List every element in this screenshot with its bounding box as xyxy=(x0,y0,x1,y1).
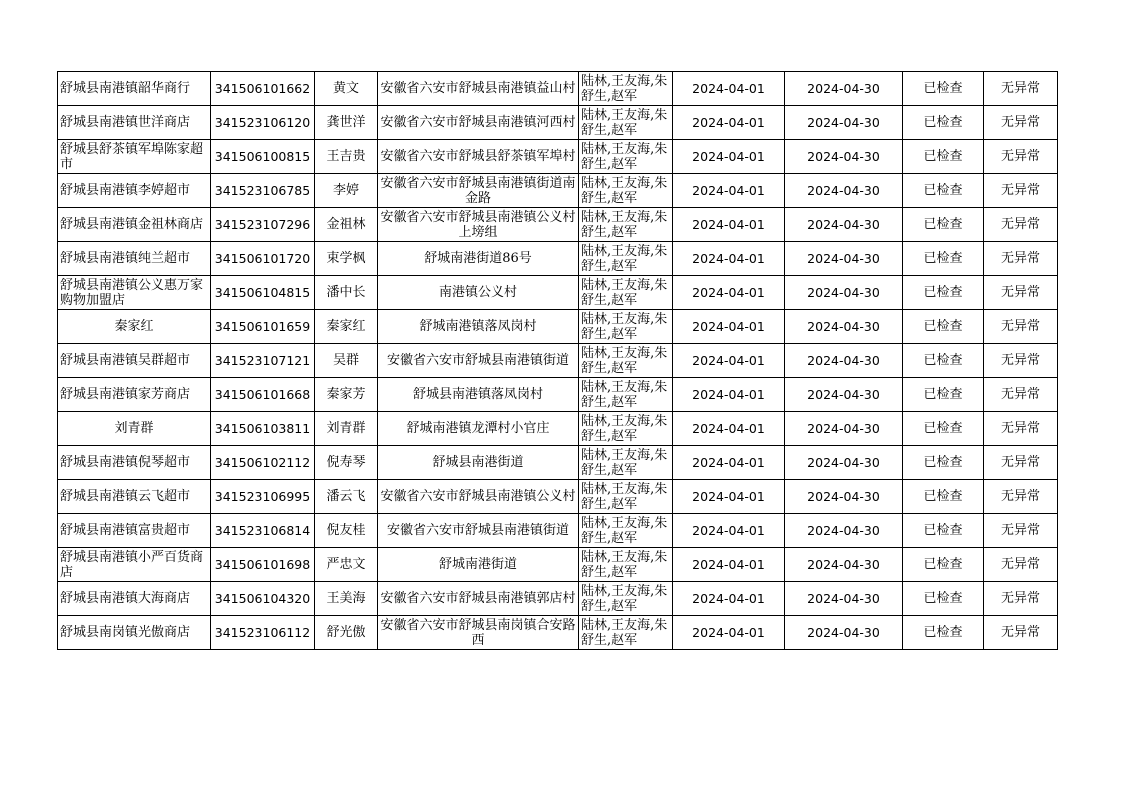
table-row xyxy=(58,140,1058,174)
result-cell: 无异常 xyxy=(984,514,1058,548)
address-cell: 安徽省六安市舒城县南港镇郭店村 xyxy=(378,582,579,616)
result-cell: 无异常 xyxy=(984,378,1058,412)
license-code-cell: 341523106785 xyxy=(211,174,315,208)
inspectors-cell: 陆林,王友海,朱舒生,赵军 xyxy=(579,548,673,582)
end-date-cell: 2024-04-30 xyxy=(785,174,903,208)
start-date-cell: 2024-04-01 xyxy=(673,174,785,208)
table-row xyxy=(58,378,1058,412)
license-code-cell: 341506100815 xyxy=(211,140,315,174)
table-row xyxy=(58,514,1058,548)
store-name-cell: 舒城县南港镇公义惠万家购物加盟店 xyxy=(58,276,211,310)
table-row xyxy=(58,344,1058,378)
start-date-cell: 2024-04-01 xyxy=(673,412,785,446)
start-date-cell: 2024-04-01 xyxy=(673,582,785,616)
license-code-cell: 341523106814 xyxy=(211,514,315,548)
status-cell: 已检查 xyxy=(903,106,984,140)
store-name-cell: 舒城县南港镇纯兰超市 xyxy=(58,242,211,276)
inspectors-cell: 陆林,王友海,朱舒生,赵军 xyxy=(579,582,673,616)
start-date-cell: 2024-04-01 xyxy=(673,106,785,140)
inspectors-cell: 陆林,王友海,朱舒生,赵军 xyxy=(579,106,673,140)
status-cell: 已检查 xyxy=(903,344,984,378)
license-code-cell: 341523107121 xyxy=(211,344,315,378)
end-date-cell: 2024-04-30 xyxy=(785,106,903,140)
inspection-table xyxy=(57,71,1058,650)
end-date-cell: 2024-04-30 xyxy=(785,446,903,480)
owner-name-cell: 倪友桂 xyxy=(315,514,378,548)
owner-name-cell: 黄文 xyxy=(315,72,378,106)
owner-name-cell: 王吉贵 xyxy=(315,140,378,174)
address-cell: 舒城县南港街道 xyxy=(378,446,579,480)
address-cell: 南港镇公义村 xyxy=(378,276,579,310)
address-cell: 舒城南港街道 xyxy=(378,548,579,582)
result-cell: 无异常 xyxy=(984,242,1058,276)
address-cell: 安徽省六安市舒城县南港镇益山村 xyxy=(378,72,579,106)
owner-name-cell: 潘中长 xyxy=(315,276,378,310)
store-name-cell: 秦家红 xyxy=(58,310,211,344)
license-code-cell: 341523107296 xyxy=(211,208,315,242)
address-cell: 舒城南港镇龙潭村小官庄 xyxy=(378,412,579,446)
license-code-cell: 341506101698 xyxy=(211,548,315,582)
start-date-cell: 2024-04-01 xyxy=(673,140,785,174)
store-name-cell: 舒城县舒茶镇军埠陈家超市 xyxy=(58,140,211,174)
address-cell: 安徽省六安市舒城县南港镇街道 xyxy=(378,514,579,548)
status-cell: 已检查 xyxy=(903,276,984,310)
owner-name-cell: 龚世洋 xyxy=(315,106,378,140)
license-code-cell: 341506101720 xyxy=(211,242,315,276)
store-name-cell: 舒城县南港镇吴群超市 xyxy=(58,344,211,378)
license-code-cell: 341506104320 xyxy=(211,582,315,616)
end-date-cell: 2024-04-30 xyxy=(785,514,903,548)
end-date-cell: 2024-04-30 xyxy=(785,242,903,276)
inspectors-cell: 陆林,王友海,朱舒生,赵军 xyxy=(579,310,673,344)
owner-name-cell: 刘青群 xyxy=(315,412,378,446)
inspectors-cell: 陆林,王友海,朱舒生,赵军 xyxy=(579,72,673,106)
inspectors-cell: 陆林,王友海,朱舒生,赵军 xyxy=(579,140,673,174)
owner-name-cell: 王美海 xyxy=(315,582,378,616)
end-date-cell: 2024-04-30 xyxy=(785,548,903,582)
result-cell: 无异常 xyxy=(984,616,1058,650)
start-date-cell: 2024-04-01 xyxy=(673,446,785,480)
start-date-cell: 2024-04-01 xyxy=(673,378,785,412)
owner-name-cell: 秦家芳 xyxy=(315,378,378,412)
table-row xyxy=(58,174,1058,208)
table-row xyxy=(58,548,1058,582)
store-name-cell: 舒城县南港镇金祖林商店 xyxy=(58,208,211,242)
table-row xyxy=(58,582,1058,616)
result-cell: 无异常 xyxy=(984,480,1058,514)
start-date-cell: 2024-04-01 xyxy=(673,72,785,106)
start-date-cell: 2024-04-01 xyxy=(673,344,785,378)
end-date-cell: 2024-04-30 xyxy=(785,480,903,514)
license-code-cell: 341506101668 xyxy=(211,378,315,412)
status-cell: 已检查 xyxy=(903,378,984,412)
license-code-cell: 341506102112 xyxy=(211,446,315,480)
start-date-cell: 2024-04-01 xyxy=(673,310,785,344)
status-cell: 已检查 xyxy=(903,412,984,446)
inspectors-cell: 陆林,王友海,朱舒生,赵军 xyxy=(579,412,673,446)
table-row xyxy=(58,72,1058,106)
status-cell: 已检查 xyxy=(903,310,984,344)
owner-name-cell: 吴群 xyxy=(315,344,378,378)
owner-name-cell: 严忠文 xyxy=(315,548,378,582)
address-cell: 安徽省六安市舒城县舒茶镇军埠村 xyxy=(378,140,579,174)
address-cell: 安徽省六安市舒城县南岗镇合安路西 xyxy=(378,616,579,650)
status-cell: 已检查 xyxy=(903,480,984,514)
license-code-cell: 341506101662 xyxy=(211,72,315,106)
status-cell: 已检查 xyxy=(903,72,984,106)
address-cell: 舒城南港街道86号 xyxy=(378,242,579,276)
license-code-cell: 341523106995 xyxy=(211,480,315,514)
inspectors-cell: 陆林,王友海,朱舒生,赵军 xyxy=(579,174,673,208)
inspectors-cell: 陆林,王友海,朱舒生,赵军 xyxy=(579,378,673,412)
address-cell: 安徽省六安市舒城县南港镇公义村上塝组 xyxy=(378,208,579,242)
result-cell: 无异常 xyxy=(984,72,1058,106)
address-cell: 安徽省六安市舒城县南港镇河西村 xyxy=(378,106,579,140)
result-cell: 无异常 xyxy=(984,276,1058,310)
start-date-cell: 2024-04-01 xyxy=(673,480,785,514)
status-cell: 已检查 xyxy=(903,582,984,616)
status-cell: 已检查 xyxy=(903,616,984,650)
result-cell: 无异常 xyxy=(984,582,1058,616)
result-cell: 无异常 xyxy=(984,548,1058,582)
start-date-cell: 2024-04-01 xyxy=(673,616,785,650)
table-row xyxy=(58,412,1058,446)
inspectors-cell: 陆林,王友海,朱舒生,赵军 xyxy=(579,616,673,650)
store-name-cell: 舒城县南岗镇光傲商店 xyxy=(58,616,211,650)
inspectors-cell: 陆林,王友海,朱舒生,赵军 xyxy=(579,514,673,548)
result-cell: 无异常 xyxy=(984,344,1058,378)
store-name-cell: 舒城县南港镇李婷超市 xyxy=(58,174,211,208)
address-cell: 安徽省六安市舒城县南港镇街道 xyxy=(378,344,579,378)
table-row xyxy=(58,276,1058,310)
owner-name-cell: 金祖林 xyxy=(315,208,378,242)
end-date-cell: 2024-04-30 xyxy=(785,616,903,650)
table-row xyxy=(58,446,1058,480)
start-date-cell: 2024-04-01 xyxy=(673,514,785,548)
result-cell: 无异常 xyxy=(984,446,1058,480)
start-date-cell: 2024-04-01 xyxy=(673,242,785,276)
inspectors-cell: 陆林,王友海,朱舒生,赵军 xyxy=(579,344,673,378)
table-row xyxy=(58,106,1058,140)
store-name-cell: 舒城县南港镇小严百货商店 xyxy=(58,548,211,582)
end-date-cell: 2024-04-30 xyxy=(785,208,903,242)
status-cell: 已检查 xyxy=(903,548,984,582)
license-code-cell: 341506101659 xyxy=(211,310,315,344)
end-date-cell: 2024-04-30 xyxy=(785,582,903,616)
store-name-cell: 舒城县南港镇家芳商店 xyxy=(58,378,211,412)
store-name-cell: 舒城县南港镇世洋商店 xyxy=(58,106,211,140)
inspectors-cell: 陆林,王友海,朱舒生,赵军 xyxy=(579,208,673,242)
license-code-cell: 341523106120 xyxy=(211,106,315,140)
store-name-cell: 舒城县南港镇大海商店 xyxy=(58,582,211,616)
store-name-cell: 刘青群 xyxy=(58,412,211,446)
owner-name-cell: 潘云飞 xyxy=(315,480,378,514)
end-date-cell: 2024-04-30 xyxy=(785,276,903,310)
table-row xyxy=(58,208,1058,242)
address-cell: 舒城南港镇落凤岗村 xyxy=(378,310,579,344)
end-date-cell: 2024-04-30 xyxy=(785,378,903,412)
inspectors-cell: 陆林,王友海,朱舒生,赵军 xyxy=(579,480,673,514)
end-date-cell: 2024-04-30 xyxy=(785,412,903,446)
owner-name-cell: 李婷 xyxy=(315,174,378,208)
store-name-cell: 舒城县南港镇韶华商行 xyxy=(58,72,211,106)
start-date-cell: 2024-04-01 xyxy=(673,548,785,582)
owner-name-cell: 秦家红 xyxy=(315,310,378,344)
start-date-cell: 2024-04-01 xyxy=(673,208,785,242)
status-cell: 已检查 xyxy=(903,446,984,480)
inspectors-cell: 陆林,王友海,朱舒生,赵军 xyxy=(579,446,673,480)
license-code-cell: 341506103811 xyxy=(211,412,315,446)
address-cell: 舒城县南港镇落凤岗村 xyxy=(378,378,579,412)
end-date-cell: 2024-04-30 xyxy=(785,344,903,378)
result-cell: 无异常 xyxy=(984,140,1058,174)
inspectors-cell: 陆林,王友海,朱舒生,赵军 xyxy=(579,276,673,310)
store-name-cell: 舒城县南港镇富贵超市 xyxy=(58,514,211,548)
inspectors-cell: 陆林,王友海,朱舒生,赵军 xyxy=(579,242,673,276)
table-row xyxy=(58,310,1058,344)
result-cell: 无异常 xyxy=(984,106,1058,140)
result-cell: 无异常 xyxy=(984,412,1058,446)
table-row xyxy=(58,480,1058,514)
owner-name-cell: 舒光傲 xyxy=(315,616,378,650)
license-code-cell: 341506104815 xyxy=(211,276,315,310)
start-date-cell: 2024-04-01 xyxy=(673,276,785,310)
owner-name-cell: 倪寿琴 xyxy=(315,446,378,480)
address-cell: 安徽省六安市舒城县南港镇公义村 xyxy=(378,480,579,514)
end-date-cell: 2024-04-30 xyxy=(785,72,903,106)
result-cell: 无异常 xyxy=(984,174,1058,208)
result-cell: 无异常 xyxy=(984,310,1058,344)
table-row xyxy=(58,616,1058,650)
address-cell: 安徽省六安市舒城县南港镇街道南金路 xyxy=(378,174,579,208)
store-name-cell: 舒城县南港镇倪琴超市 xyxy=(58,446,211,480)
end-date-cell: 2024-04-30 xyxy=(785,140,903,174)
owner-name-cell: 束学枫 xyxy=(315,242,378,276)
table-row xyxy=(58,242,1058,276)
status-cell: 已检查 xyxy=(903,174,984,208)
status-cell: 已检查 xyxy=(903,514,984,548)
license-code-cell: 341523106112 xyxy=(211,616,315,650)
status-cell: 已检查 xyxy=(903,208,984,242)
result-cell: 无异常 xyxy=(984,208,1058,242)
store-name-cell: 舒城县南港镇云飞超市 xyxy=(58,480,211,514)
status-cell: 已检查 xyxy=(903,242,984,276)
status-cell: 已检查 xyxy=(903,140,984,174)
end-date-cell: 2024-04-30 xyxy=(785,310,903,344)
table-body xyxy=(58,72,1058,650)
